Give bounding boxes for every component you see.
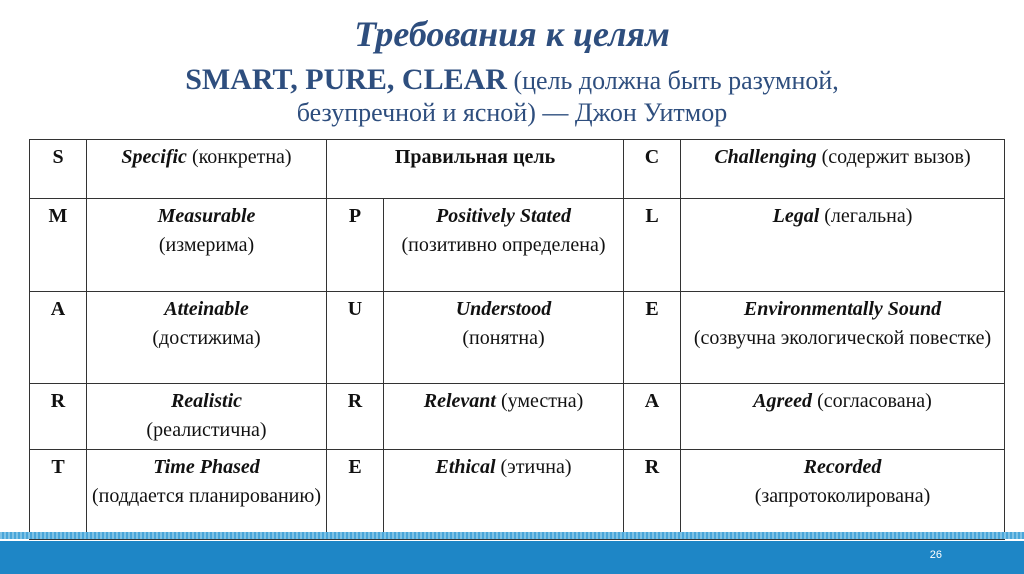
letter-cell: R	[327, 384, 384, 450]
table-row	[30, 450, 1005, 540]
term-ru: (этична)	[495, 456, 572, 478]
term-en: Realistic	[170, 390, 243, 412]
term-ru: (конкретна)	[186, 146, 292, 168]
letter-cell: S	[30, 140, 87, 199]
letter-cell: R	[624, 450, 681, 540]
term-cell	[87, 292, 327, 384]
slide-title: Требования к целям	[354, 14, 670, 54]
term-ru: (понятна)	[462, 327, 545, 349]
letter-cell: R	[30, 384, 87, 450]
term-ru: (легальна)	[819, 205, 913, 227]
term-ru: (уместна)	[495, 390, 584, 412]
term-en: Time Phased	[153, 456, 260, 478]
subtitle-line1: (цель должна быть разумной,	[506, 66, 839, 95]
letter-cell: U	[327, 292, 384, 384]
center-header: Правильная цель	[327, 140, 624, 199]
term-cell	[681, 140, 1005, 199]
term-en: Specific	[121, 146, 187, 168]
term-en: Legal	[772, 205, 820, 227]
table-row	[30, 384, 1005, 450]
term-en: Ethical	[435, 456, 496, 478]
letter-cell: M	[30, 199, 87, 292]
term-ru: (содержит вызов)	[816, 146, 971, 168]
term-en: Positively Stated	[436, 205, 571, 227]
term-en: Agreed	[753, 390, 813, 412]
term-cell	[384, 199, 624, 292]
term-en: Atteinable	[164, 298, 249, 320]
table-row	[30, 199, 1005, 292]
term-en: Understood	[455, 298, 552, 320]
term-cell	[87, 450, 327, 540]
term-ru: (позитивно определена)	[401, 234, 606, 256]
subtitle-acronyms: SMART, PURE, CLEAR	[185, 63, 507, 96]
letter-cell: T	[30, 450, 87, 540]
footer-stripe	[0, 532, 1024, 539]
term-cell	[681, 384, 1005, 450]
letter-cell: A	[624, 384, 681, 450]
term-ru: (достижима)	[152, 327, 261, 349]
term-ru: (измерима)	[158, 234, 255, 256]
term-cell	[681, 450, 1005, 540]
letter-cell: C	[624, 140, 681, 199]
term-cell	[87, 384, 327, 450]
page-number: 26	[929, 549, 942, 561]
letter-cell: L	[624, 199, 681, 292]
term-en: Measurable	[157, 205, 256, 227]
term-ru: (созвучна экологической повестке)	[693, 327, 992, 349]
letter-cell: E	[624, 292, 681, 384]
term-ru: (реалистична)	[146, 419, 267, 441]
term-cell	[681, 292, 1005, 384]
subtitle-line2: безупречной и ясной) — Джон Уитмор	[296, 98, 728, 127]
table-row	[30, 292, 1005, 384]
smart-pure-clear-table	[29, 139, 1005, 540]
term-en: Challenging	[714, 146, 817, 168]
table-row	[30, 140, 1005, 199]
footer-band	[0, 541, 1024, 574]
term-cell	[384, 292, 624, 384]
term-cell	[681, 199, 1005, 292]
term-ru: (запротоколирована)	[754, 485, 931, 507]
term-cell	[384, 384, 624, 450]
letter-cell: P	[327, 199, 384, 292]
term-cell	[384, 450, 624, 540]
term-ru: (согласована)	[812, 390, 932, 412]
term-cell	[87, 199, 327, 292]
term-cell	[87, 140, 327, 199]
letter-cell: A	[30, 292, 87, 384]
slide-subtitle	[0, 64, 1024, 129]
term-ru: (поддается планированию)	[92, 485, 321, 507]
term-en: Recorded	[803, 456, 882, 478]
term-en: Environmentally Sound	[743, 298, 942, 320]
letter-cell: E	[327, 450, 384, 540]
term-en: Relevant	[423, 390, 496, 412]
